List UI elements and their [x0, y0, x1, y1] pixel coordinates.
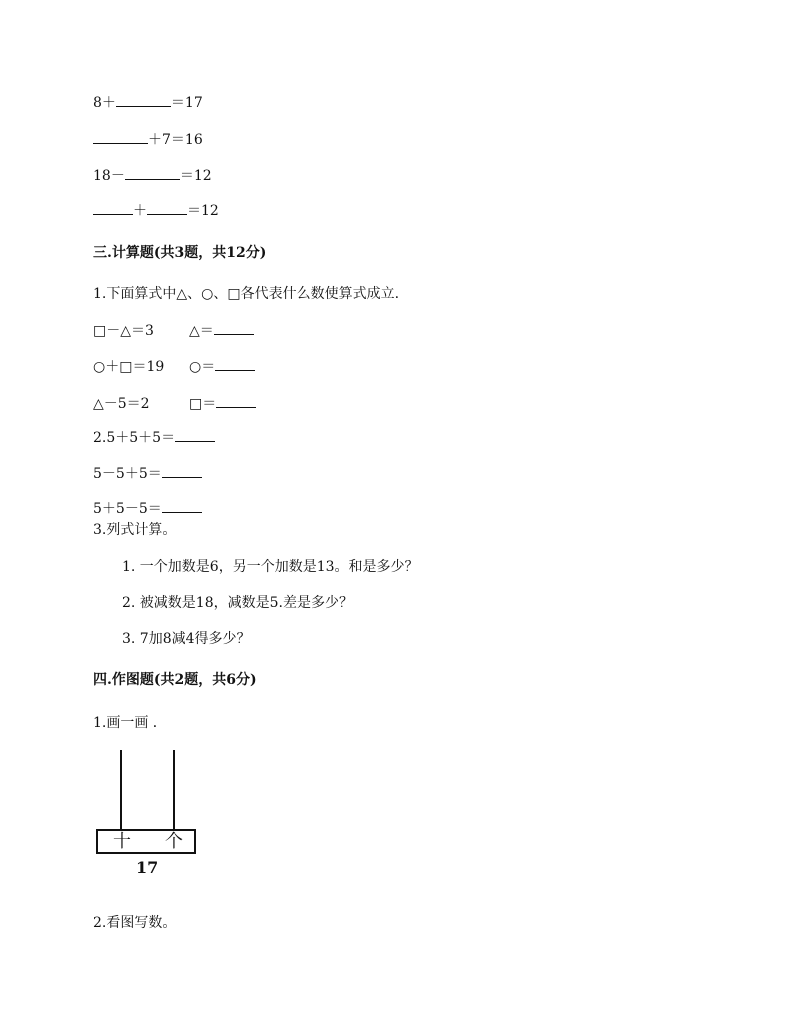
answer-blank[interactable] — [214, 322, 254, 335]
word-problem-item: 2. 被减数是18，减数是5.差是多少？ — [122, 595, 353, 611]
symbol-answer-label: ○＝ — [189, 359, 216, 375]
calc-expression: 5＋5－5＝ — [93, 501, 162, 517]
word-problem-item: 1. 一个加数是6，另一个加数是13。和是多少？ — [122, 559, 419, 575]
equation-text: ＝12 — [179, 168, 212, 184]
equation-1 — [93, 93, 203, 113]
word-problem-item: 3. 7加8减4得多少？ — [122, 631, 251, 647]
calc-expression: 2.5＋5＋5＝ — [93, 430, 176, 446]
ones-place-label: 个 — [165, 831, 183, 852]
symbol-equation: ○＋□＝19 — [93, 359, 165, 375]
abacus-base — [96, 829, 196, 854]
equation-2 — [93, 130, 203, 150]
section-4-heading: 四.作图题(共2题，共6分) — [93, 672, 257, 688]
calc-row — [93, 428, 215, 448]
symbol-equation: △－5＝2 — [93, 396, 150, 412]
question-3-3-prompt: 3.列式计算。 — [93, 522, 177, 538]
answer-blank[interactable] — [215, 358, 255, 371]
abacus-diagram — [96, 750, 200, 880]
answer-blank[interactable] — [147, 202, 187, 215]
abacus-number: 17 — [136, 858, 159, 877]
equation-text: ＝17 — [170, 95, 203, 111]
answer-blank[interactable] — [175, 429, 215, 442]
equation-text: 18－ — [93, 168, 125, 184]
symbol-equation: □－△＝3 — [93, 323, 154, 339]
symbol-answer-label: △＝ — [189, 323, 214, 339]
question-4-2-prompt: 2.看图写数。 — [93, 915, 177, 931]
answer-blank[interactable] — [162, 465, 202, 478]
calc-row — [93, 499, 202, 519]
tens-rod[interactable] — [120, 750, 122, 829]
answer-blank[interactable] — [93, 202, 133, 215]
equation-text: 8＋ — [93, 95, 116, 111]
ones-rod[interactable] — [173, 750, 175, 829]
calc-expression: 5－5＋5＝ — [93, 466, 162, 482]
answer-blank[interactable] — [116, 94, 171, 107]
symbol-equation-row — [93, 357, 255, 377]
answer-blank[interactable] — [162, 500, 202, 513]
answer-blank[interactable] — [216, 395, 256, 408]
equation-text: ＋ — [133, 203, 147, 219]
equation-text: ＝12 — [187, 203, 219, 219]
answer-blank[interactable] — [125, 167, 180, 180]
section-3-heading: 三.计算题(共3题，共12分) — [93, 245, 267, 261]
symbol-answer-label: □＝ — [189, 396, 217, 412]
calc-row — [93, 464, 202, 484]
question-4-1-prompt: 1.画一画 ． — [93, 715, 167, 731]
equation-3 — [93, 166, 212, 186]
question-3-1-prompt: 1.下面算式中△、○、□各代表什么数使算式成立. — [93, 286, 400, 302]
symbol-equation-row — [93, 321, 254, 341]
equation-4 — [93, 201, 219, 221]
equation-text: ＋7＝16 — [148, 132, 203, 148]
answer-blank[interactable] — [93, 131, 148, 144]
tens-place-label: 十 — [113, 831, 131, 852]
symbol-equation-row — [93, 394, 256, 414]
